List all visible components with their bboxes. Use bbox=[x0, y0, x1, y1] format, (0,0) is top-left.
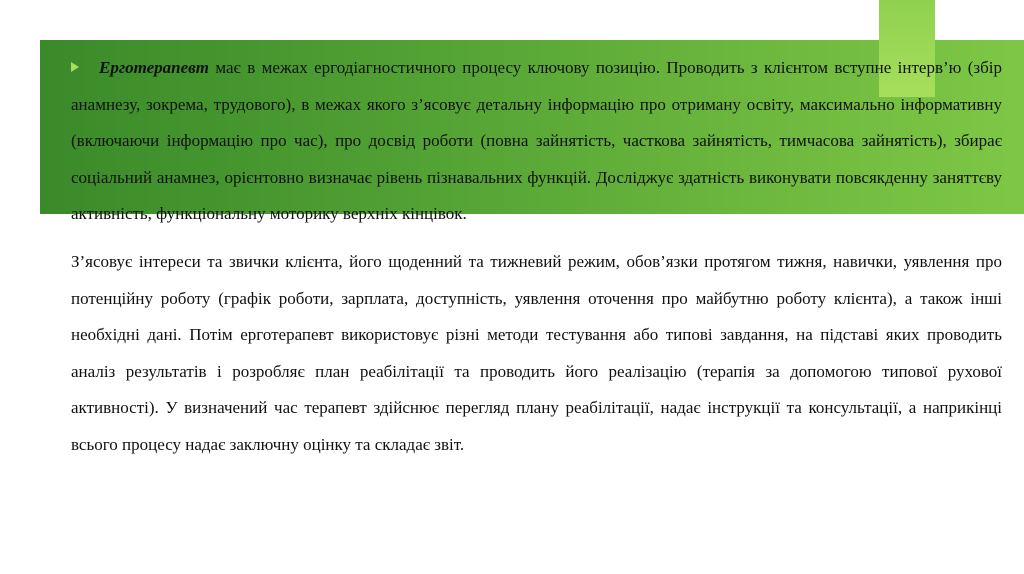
paragraph-1-text: має в межах ергодіагностичного процесу ключову позицію. Проводить з клієнтом вступне інтерв’ю (збір анамнезу, зокрема, трудового), в межах якого з’ясовує детальну інформацію про отриману освіту, максимально інформативну (включаючи інформацію про час), про досвід роботи (повна зайнятість, часткова зайнятість, тимчасова зайнятість), збирає соціальний анамнез, орієнтовно визначає рівень пізнавальних функцій. Досліджує здатність виконувати повсякденну заняттєву активність, функціональну моторику верхніх кінцівок. bbox=[71, 58, 1002, 224]
term-ergotherapist: Ерготерапевт bbox=[99, 58, 209, 77]
slide-text-box bbox=[71, 50, 1002, 464]
triangle-bullet-icon bbox=[71, 62, 79, 72]
paragraph-1 bbox=[71, 50, 1002, 233]
paragraph-2: З’ясовує інтереси та звички клієнта, його щоденний та тижневий режим, обов’язки протягом тижня, навички, уявлення про потенційну роботу (графік роботи, зарплата, доступність, уявлення оточення про майбутню роботу клієнта), а також інші необхідні дані. Потім ерготерапевт використовує різні методи тестування або типові завдання, на підставі яких проводить аналіз результатів і розробляє план реабілітації та проводить його реалізацію (терапія за допомогою типової рухової активності). У визначений час терапевт здійснює перегляд плану реабілітації, надає інструкції та консультації, а наприкінці всього процесу надає заключну оцінку та складає звіт. bbox=[71, 251, 1002, 454]
